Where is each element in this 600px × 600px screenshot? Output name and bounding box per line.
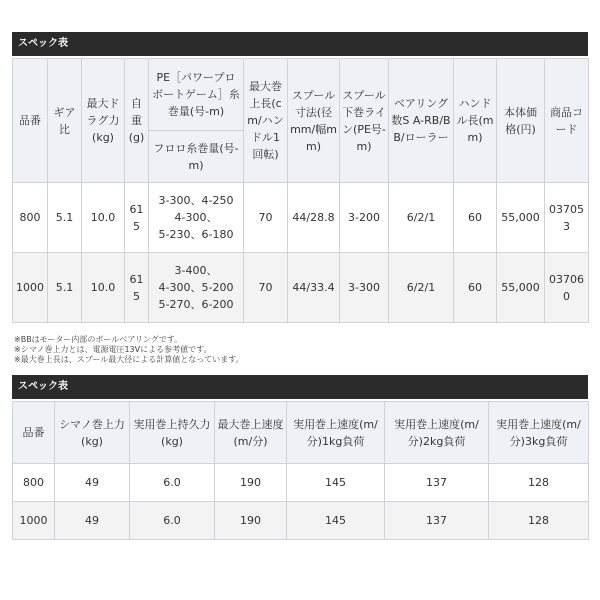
header-model: 品番	[13, 402, 55, 464]
cell-spool-under: 3-200	[340, 183, 389, 253]
cell-model: 1000	[13, 502, 55, 540]
table-row	[13, 502, 589, 540]
line-capacity-line: 3-400、	[174, 264, 218, 277]
line-capacity-line: 5-230、6-180	[158, 228, 234, 241]
cell-speed-2kg: 137	[385, 502, 489, 540]
cell-line-capacity	[149, 183, 244, 253]
cell-spool-size: 44/28.8	[288, 183, 340, 253]
cell-weight: 615	[125, 253, 149, 323]
cell-max-drag: 10.0	[82, 253, 125, 323]
header-max-drag: 最大ドラグ力(kg)	[82, 59, 125, 183]
footnotes	[14, 335, 244, 365]
table-row	[13, 464, 589, 502]
cell-speed-2kg: 137	[385, 464, 489, 502]
table-row	[13, 183, 589, 253]
header-speed-2kg: 実用巻上速度(m/分)2kg負荷	[385, 402, 489, 464]
cell-practical-power: 6.0	[130, 502, 215, 540]
header-handle-length: ハンドル長(mm)	[454, 59, 497, 183]
cell-gear-ratio: 5.1	[48, 183, 82, 253]
cell-speed-1kg: 145	[287, 464, 385, 502]
header-fluoro-line: フロロ糸巻量(号-m)	[149, 131, 244, 183]
header-speed-1kg: 実用巻上速度(m/分)1kg負荷	[287, 402, 385, 464]
cell-max-retrieve: 70	[244, 253, 288, 323]
cell-bearing: 6/2/1	[389, 253, 454, 323]
table-header-row	[13, 402, 589, 464]
header-max-speed: 最大巻上速度(m/分)	[215, 402, 287, 464]
footnote: ※シマノ巻上力とは、電源電圧13Vによる参考値です。	[14, 345, 212, 354]
cell-speed-3kg: 128	[489, 502, 589, 540]
header-weight: 自重(g)	[125, 59, 149, 183]
cell-max-drag: 10.0	[82, 183, 125, 253]
cell-shimano-power: 49	[55, 464, 130, 502]
cell-max-speed: 190	[215, 464, 287, 502]
header-code: 商品コード	[545, 59, 589, 183]
table-row	[13, 253, 589, 323]
cell-line-capacity	[149, 253, 244, 323]
line-capacity-line: 5-270、6-200	[158, 298, 234, 311]
table-header-row	[13, 59, 589, 131]
cell-spool-size: 44/33.4	[288, 253, 340, 323]
cell-model: 1000	[13, 253, 48, 323]
cell-weight: 615	[125, 183, 149, 253]
cell-handle-length: 60	[454, 253, 497, 323]
line-capacity-line: 4-300、	[174, 211, 218, 224]
footnote: ※BBはモーター内部のボールベアリングです。	[14, 335, 183, 344]
header-spool-under: スプール下巻ライン(PE号-m)	[340, 59, 389, 183]
header-shimano-power: シマノ巻上力(kg)	[55, 402, 130, 464]
header-gear-ratio: ギア比	[48, 59, 82, 183]
line-capacity-line: 4-300、5-200	[158, 281, 234, 294]
cell-gear-ratio: 5.1	[48, 253, 82, 323]
cell-max-speed: 190	[215, 502, 287, 540]
spec-table-2	[12, 401, 589, 540]
cell-code: 037060	[545, 253, 589, 323]
header-practical-power: 実用巻上持久力(kg)	[130, 402, 215, 464]
header-pe-line: PE［パワープロボートゲーム］糸巻量(号-m)	[149, 59, 244, 131]
cell-speed-3kg: 128	[489, 464, 589, 502]
spec-table-title-2: スペック表	[12, 375, 588, 399]
cell-bearing: 6/2/1	[389, 183, 454, 253]
header-bearing: ベアリング数S A-RB/BB/ローラー	[389, 59, 454, 183]
cell-spool-under: 3-300	[340, 253, 389, 323]
line-capacity-line: 3-300、4-250	[158, 194, 234, 207]
cell-model: 800	[13, 183, 48, 253]
spec-table-title-1: スペック表	[12, 32, 588, 56]
header-price: 本体価格(円)	[497, 59, 545, 183]
cell-code: 037053	[545, 183, 589, 253]
footnote: ※最大巻上長は、スプール最大径による計算値となっています。	[14, 355, 244, 364]
header-speed-3kg: 実用巻上速度(m/分)3kg負荷	[489, 402, 589, 464]
cell-speed-1kg: 145	[287, 502, 385, 540]
cell-model: 800	[13, 464, 55, 502]
cell-practical-power: 6.0	[130, 464, 215, 502]
spec-table-1	[12, 58, 589, 323]
header-max-retrieve: 最大巻上長(cm/ハンドル1回転)	[244, 59, 288, 183]
cell-handle-length: 60	[454, 183, 497, 253]
cell-max-retrieve: 70	[244, 183, 288, 253]
cell-shimano-power: 49	[55, 502, 130, 540]
cell-price: 55,000	[497, 183, 545, 253]
header-spool-size: スプール寸法(径mm/幅mm)	[288, 59, 340, 183]
header-model: 品番	[13, 59, 48, 183]
cell-price: 55,000	[497, 253, 545, 323]
